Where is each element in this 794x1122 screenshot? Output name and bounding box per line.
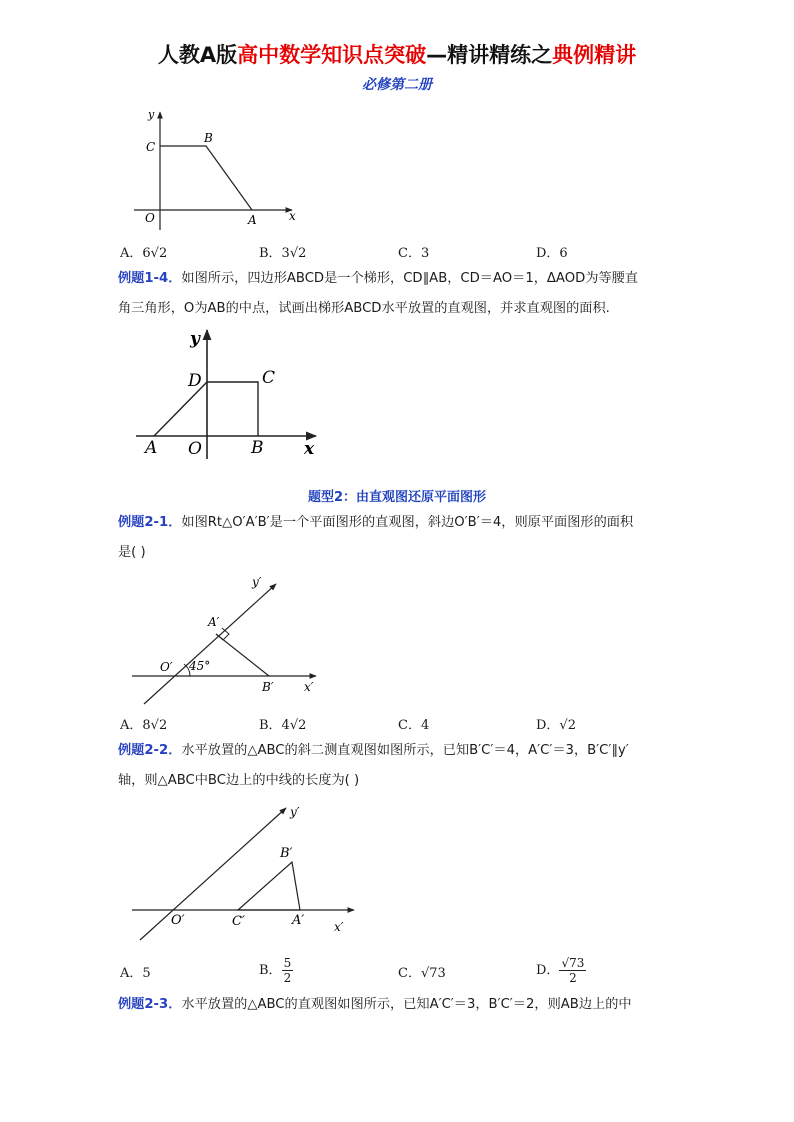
choices-2 bbox=[118, 714, 678, 736]
triangle bbox=[238, 862, 300, 910]
y-prime-axis bbox=[140, 808, 286, 940]
label-o-prime: O′ bbox=[160, 660, 173, 674]
section-title: 题型2：由直观图还原平面图形 bbox=[307, 490, 487, 505]
label-x: x bbox=[304, 439, 315, 459]
example-text: 如图Rt△O′A′B′是一个平面图形的直观图，斜边O′B′＝4，则原平面图形的面积 bbox=[181, 515, 634, 530]
label-a-prime: A′ bbox=[292, 913, 305, 928]
page-subtitle: 必修第二册 bbox=[362, 77, 432, 93]
label-x: x bbox=[289, 209, 296, 223]
y-prime-axis bbox=[144, 584, 276, 704]
example-1-4 bbox=[118, 264, 684, 324]
example-label: 例题2-3． bbox=[118, 997, 182, 1012]
fraction bbox=[282, 956, 294, 985]
fraction-numerator: 5 bbox=[283, 956, 292, 970]
example-2-1 bbox=[118, 508, 684, 568]
label-b: B bbox=[204, 131, 213, 145]
angle-label: 45° bbox=[189, 659, 211, 673]
example-2-3 bbox=[118, 990, 684, 1020]
example-label: 例题1-4． bbox=[118, 271, 182, 286]
example-text: 如图所示，四边形ABCD是一个梯形，CD∥AB，CD＝AO＝1，ΔAOD为等腰直 bbox=[181, 271, 639, 286]
label-x-prime: x′ bbox=[334, 920, 344, 934]
choice-a: A．5 bbox=[120, 966, 151, 981]
header-part3: —精讲精练之 bbox=[426, 43, 553, 67]
header-part2: 高中数学知识点突破 bbox=[237, 43, 427, 67]
choice-b: B．4√2 bbox=[259, 718, 307, 733]
figure-1 bbox=[128, 104, 308, 234]
fraction-denominator: 2 bbox=[569, 971, 577, 985]
label-o: O bbox=[188, 439, 202, 459]
figure-3 bbox=[128, 570, 328, 710]
choice-b bbox=[259, 956, 293, 985]
choices-1 bbox=[118, 242, 678, 264]
label-a: A bbox=[248, 213, 257, 227]
example-label: 例题2-1． bbox=[118, 515, 182, 530]
example-2-2-line1 bbox=[118, 736, 684, 766]
label-y: y bbox=[190, 329, 200, 349]
choice-b: B．3√2 bbox=[259, 246, 307, 261]
label-c-prime: C′ bbox=[232, 914, 245, 929]
example-2-1-line2: 是( ) bbox=[118, 545, 146, 560]
trapezoid-edges bbox=[160, 146, 252, 210]
fraction-denominator: 2 bbox=[283, 971, 292, 985]
example-1-4-line1 bbox=[118, 264, 684, 294]
example-2-2-line2: 轴，则△ABC中BC边上的中线的长度为( ) bbox=[118, 773, 360, 788]
example-text: 水平放置的△ABC的斜二测直观图如图所示，已知B′C′＝4，A′C′＝3，B′C′∥y′ bbox=[181, 743, 629, 758]
choice-c: C．√73 bbox=[398, 966, 446, 981]
choice-d-prefix: D． bbox=[536, 963, 560, 978]
choice-a: A．8√2 bbox=[120, 718, 168, 733]
label-o-prime: O′ bbox=[171, 913, 185, 928]
figure-4 bbox=[128, 798, 358, 946]
example-text: 水平放置的△ABC的直观图如图所示，已知A′C′＝3，B′C′＝2，则AB边上的中 bbox=[181, 997, 632, 1012]
label-d: D bbox=[188, 371, 202, 391]
page-header bbox=[0, 42, 794, 68]
label-y-prime: y′ bbox=[290, 805, 300, 819]
label-c: C bbox=[146, 140, 156, 154]
header-part4: 典例精讲 bbox=[552, 43, 637, 67]
choice-a: A．6√2 bbox=[120, 246, 168, 261]
label-a-prime: A′ bbox=[208, 615, 220, 629]
fraction bbox=[559, 956, 586, 985]
label-x-prime: x′ bbox=[304, 680, 314, 694]
trapezoid-edges bbox=[154, 382, 258, 436]
label-b-prime: B′ bbox=[280, 846, 293, 861]
right-angle-mark bbox=[216, 628, 229, 640]
label-c: C bbox=[262, 368, 276, 388]
choices-3 bbox=[118, 956, 678, 990]
label-a: A bbox=[145, 438, 158, 458]
example-label: 例题2-2． bbox=[118, 743, 182, 758]
figure-2 bbox=[130, 324, 325, 464]
choice-c: C．3 bbox=[398, 246, 430, 261]
fraction-numerator: √73 bbox=[561, 956, 585, 970]
label-o: O bbox=[145, 211, 155, 225]
choice-d: D．6 bbox=[536, 246, 568, 261]
choice-d bbox=[536, 956, 586, 985]
header-part1: 人教A版 bbox=[157, 43, 238, 67]
triangle-edge bbox=[216, 634, 269, 676]
label-b-prime: B′ bbox=[262, 680, 274, 694]
example-2-1-line1 bbox=[118, 508, 684, 538]
example-1-4-line2: 角三角形，O为AB的中点，试画出梯形ABCD水平放置的直观图，并求直观图的面积. bbox=[118, 301, 610, 316]
example-2-3-line1 bbox=[118, 990, 684, 1020]
label-b: B bbox=[251, 438, 264, 458]
choice-b-prefix: B． bbox=[259, 963, 282, 978]
label-y-prime: y′ bbox=[252, 575, 262, 589]
choice-c: C．4 bbox=[398, 718, 430, 733]
label-y: y bbox=[148, 108, 155, 121]
choice-d: D．√2 bbox=[536, 718, 576, 733]
example-2-2 bbox=[118, 736, 684, 796]
